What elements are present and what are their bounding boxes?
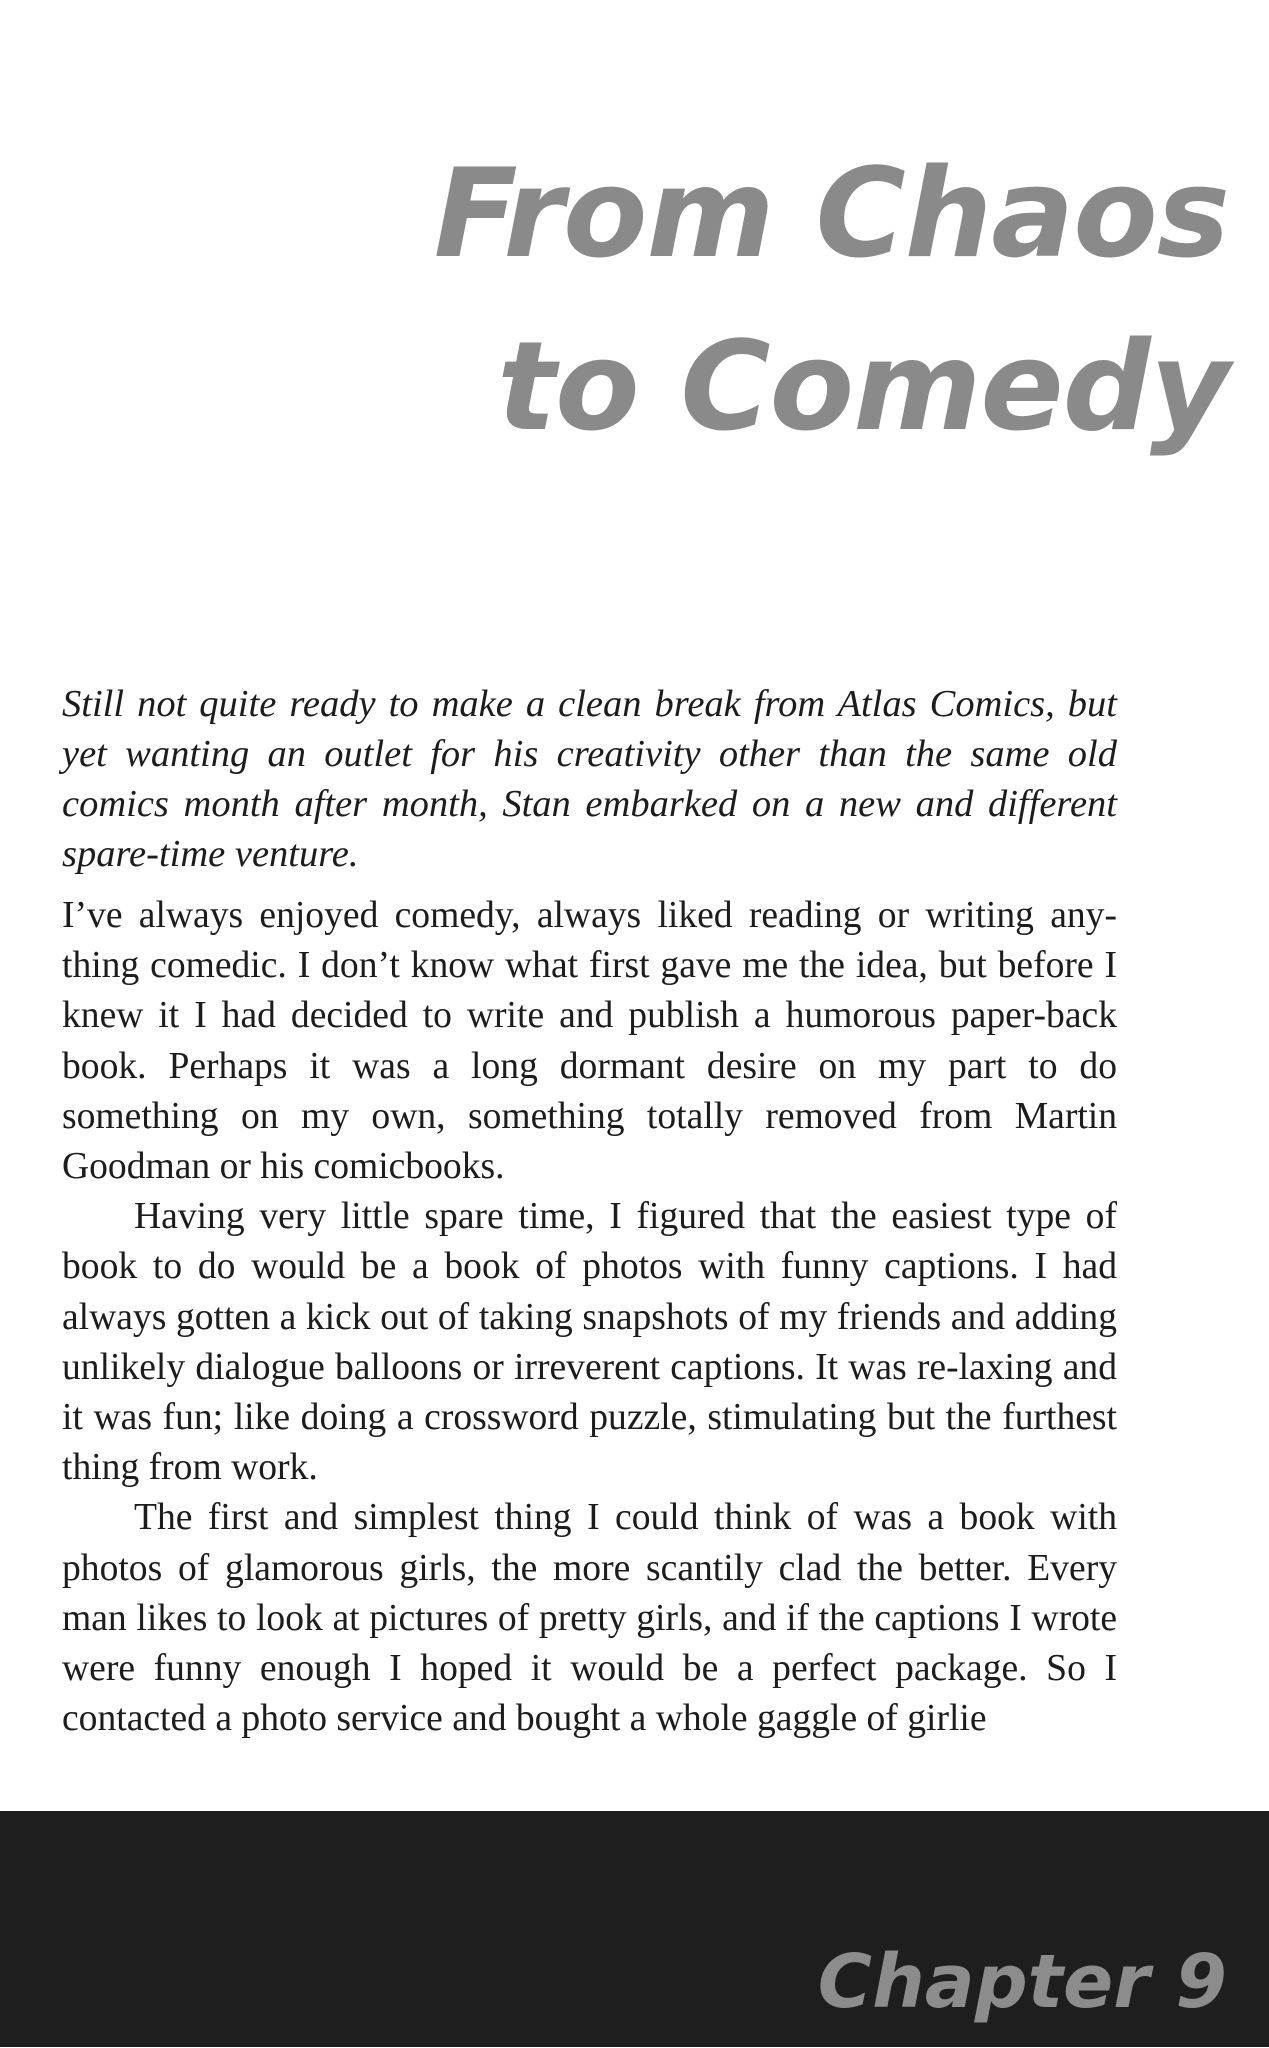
chapter-title-line-1: From Chaos [433,143,1229,286]
chapter-body [62,891,1117,1744]
chapter-footer-band [0,1811,1269,2047]
body-paragraph-2: Having very little spare time, I figured that the easiest type of book to do would be a book of photos with funny captions. I had always gotten a kick out of taking snapshots of my friends and adding unlikely dialogue balloons or irreverent captions. It was re-laxing and it was fun; like doing a crossword puzzle, stimulating but the furthest thing from work. [62,1196,1117,1489]
chapter-number-label: Chapter 9 [817,1939,1227,2025]
chapter-intro: Still not quite ready to make a clean break from Atlas Comics, but yet wanting an outlet for his creativity other than the same old comics month after month, Stan embarked on a new and different spare-time venture. [62,682,1117,875]
body-paragraph-1: I’ve always enjoyed comedy, always liked reading or writing any-thing comedic. I don’t know what first gave me the idea, but before I knew it I had decided to write and publish a humorous paper-back book. Perhaps it was a long dormant desire on my part to do something on my own, something totally removed from Martin Goodman or his comicbooks. [62,895,1117,1188]
chapter-title-line-2: to Comedy [497,316,1229,459]
chapter-title [434,128,1229,474]
body-paragraph-3: The first and simplest thing I could think of was a book with photos of glamorous girls, the more scantily clad the better. Every man likes to look at pictures of pretty girls, and if the captions I wrote were funny enough I hoped it would be a perfect package. So I contacted a photo service and bought a whole gaggle of girlie [62,1497,1117,1740]
